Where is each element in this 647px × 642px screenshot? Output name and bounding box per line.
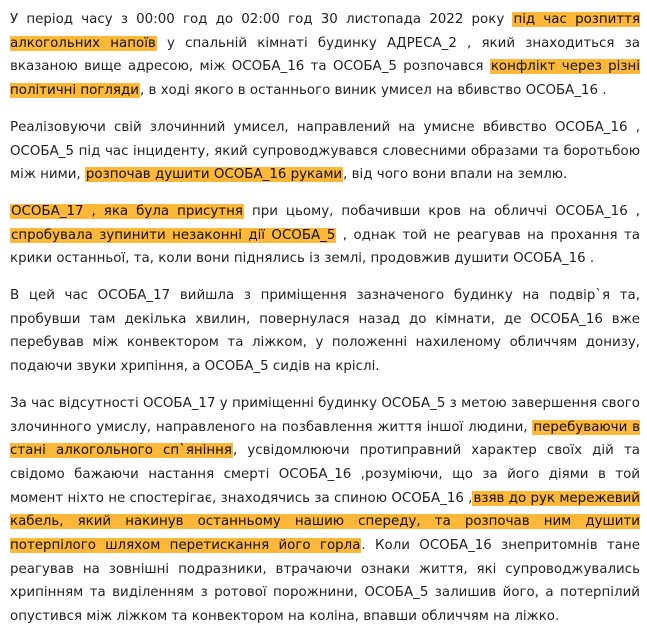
paragraph-5	[10, 392, 640, 629]
text-segment: , усвідомлюючи протиправний характер своїх дій та свідомо бажаючи настання смерті ОСОБА_16 ,розуміючи, що за його діями в той момент ніхто не спостерігає, знаходячись за спиною ОСОБА_16 ,	[10, 443, 640, 506]
highlighted-segment: під час розпиття алкогольних напоїв	[10, 12, 640, 51]
text-segment: , однак той не реагував на прохання та крики останньої, та, коли вони піднялись із землі, продовжив душити ОСОБА_16 .	[10, 227, 640, 267]
highlighted-segment: розпочав душити ОСОБА_16 руками	[85, 167, 343, 183]
text-segment: при цьому, побачивши кров на обличчі ОСОБА_16 ,	[243, 203, 640, 219]
document-body	[10, 8, 640, 642]
paragraph-4	[10, 284, 640, 379]
text-segment: Реалізовуючи свій злочинний умисел, направлений на умисне вбивство ОСОБА_16 , ОСОБА_5 під час інциденту, який супроводжувався словесними образами та боротьбою між ними,	[10, 119, 640, 183]
text-segment: За час відсутності ОСОБА_17 у приміщенні будинку ОСОБА_5 з метою завершення свого злочинного умислу, направленого на позбавлення життя іншої людини,	[10, 395, 640, 435]
highlighted-segment: взяв до рук мережевий кабель, який накинув останньому нашию спереду, та розпочав ним душити потерпілого шляхом перетискання його горла	[10, 490, 640, 554]
highlighted-segment: перебуваючи в стані алкогольного сп`яніння	[10, 419, 640, 459]
paragraph-2	[10, 116, 640, 187]
text-segment: У період часу з 00:00 год до 02:00 год 30 листопада 2022 року	[10, 12, 513, 27]
text-segment: . Коли ОСОБА_16 знепритомнів тане реагував на зовнішні подразники, втрачаючи ознаки життя, які супроводжувались хрипінням та виділенням з ротової порожнини, ОСОБА_5 залишив його, а потерпілий опустився між ліжком та конвектором на коліна, впавши обличчям на ліжко.	[10, 538, 640, 625]
highlighted-segment: спробувала зупинити незаконні дії ОСОБА_5	[11, 227, 336, 243]
paragraph-1	[10, 8, 640, 103]
highlighted-segment: конфлікт через різні політичні погляди	[10, 59, 640, 99]
highlighted-segment: ОСОБА_17 , яка була присутня	[11, 203, 243, 219]
text-segment: В цей час ОСОБА_17 вийшла з приміщення зазначеного будинку на подвір`я та, пробувши там декілька хвилин, повернулася назад до кімнати, де ОСОБА_16 вже перебував між конвектором та ліжком, у положенні нахиленому обличчям донизу, подаючи звуки хрипіння, а ОСОБА_5 сидів на кріслі.	[10, 288, 640, 375]
text-segment: , від чого вони впали на землю.	[343, 167, 568, 183]
paragraph-3	[10, 200, 640, 271]
text-segment: , в ході якого в останнього виник умисел на вбивство ОСОБА_16 .	[139, 83, 607, 99]
text-segment: у спальній кімнаті будинку АДРЕСА_2 , який знаходиться за вказаною вище адресою, між ОСОБА_16 та ОСОБА_5 розпочався	[10, 35, 640, 75]
